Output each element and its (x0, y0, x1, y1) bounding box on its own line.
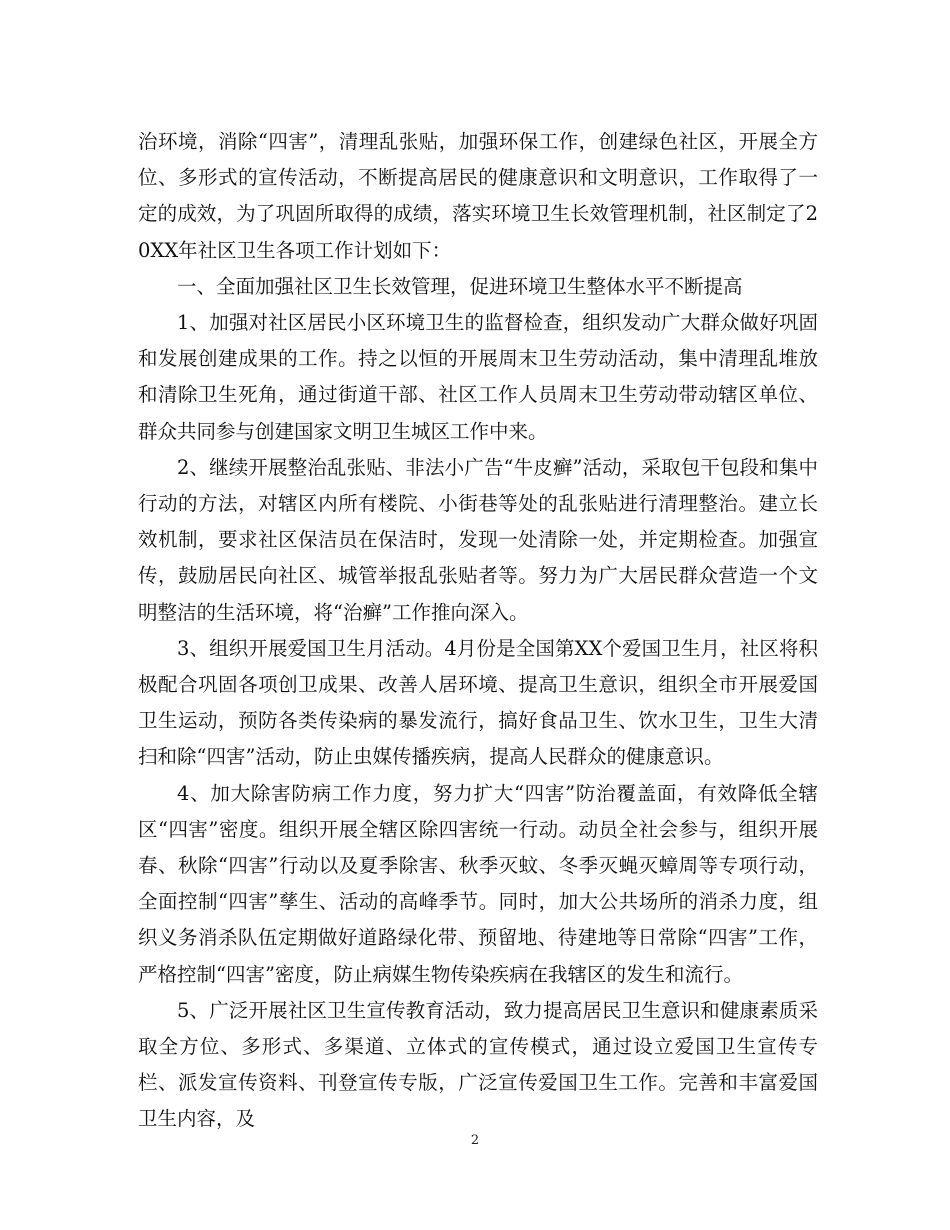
paragraph-item-3: 3、组织开展爱国卫生月活动。4月份是全国第XX个爱国卫生月，社区将积极配合巩固各项创卫成果、改善人居环境、提高卫生意识，组织全市开展爱国卫生运动，预防各类传染病的暴发流行，搞好食品卫生、饮水卫生，卫生大清扫和除“四害”活动，防止虫媒传播疾病，提高人民群众的健康意识。 (138, 636, 818, 769)
paragraph-intro-continuation: 治环境，消除“四害”，清理乱张贴，加强环保工作，创建绿色社区，开展全方位、多形式的宣传活动，不断提高居民的健康意识和文明意识，工作取得了一定的成效，为了巩固所取得的成绩，落实环境卫生长效管理机制，社区制定了20XX年社区卫生各项工作计划如下： (138, 130, 818, 262)
paragraph-item-5: 5、广泛开展社区卫生宣传教育活动，致力提高居民卫生意识和健康素质采取全方位、多形式、多渠道、立体式的宣传模式，通过设立爱国卫生宣传专栏、派发宣传资料、刊登宣传专版，广泛宣传爱国卫生工作。完善和丰富爱国卫生内容，及 (138, 998, 818, 1131)
paragraph-item-2: 2、继续开展整治乱张贴、非法小广告“牛皮癣”活动，采取包干包段和集中行动的方法，对辖区内所有楼院、小街巷等处的乱张贴进行清理整治。建立长效机制，要求社区保洁员在保洁时，发现一处清除一处，并定期检查。加强宣传，鼓励居民向社区、城管举报乱张贴者等。努力为广大居民群众营造一个文明整洁的生活环境，将“治癣”工作推向深入。 (138, 455, 818, 624)
paragraph-item-4: 4、加大除害防病工作力度，努力扩大“四害”防治覆盖面，有效降低全辖区“四害”密度。组织开展全辖区除四害统一行动。动员全社会参与，组织开展春、秋除“四害”行动以及夏季除害、秋季灭蚊、冬季灭蝇灭蟑周等专项行动，全面控制“四害”孳生、活动的高峰季节。同时，加大公共场所的消杀力度，组织义务消杀队伍定期做好道路绿化带、预留地、待建地等日常除“四害”工作，严格控制“四害”密度，防止病媒生物传染疾病在我辖区的发生和流行。 (138, 781, 818, 986)
document-body (138, 124, 818, 1138)
page-number: 2 (470, 1133, 480, 1148)
section-heading-1: 一、全面加强社区卫生长效管理，促进环境卫生整体水平不断提高 (177, 274, 743, 298)
paragraph-item-1: 1、加强对社区居民小区环境卫生的监督检查，组织发动广大群众做好巩固和发展创建成果的工作。持之以恒的开展周末卫生劳动活动，集中清理乱堆放和清除卫生死角，通过街道干部、社区工作人员周末卫生劳动带动辖区单位、群众共同参与创建国家文明卫生城区工作中来。 (138, 311, 818, 443)
